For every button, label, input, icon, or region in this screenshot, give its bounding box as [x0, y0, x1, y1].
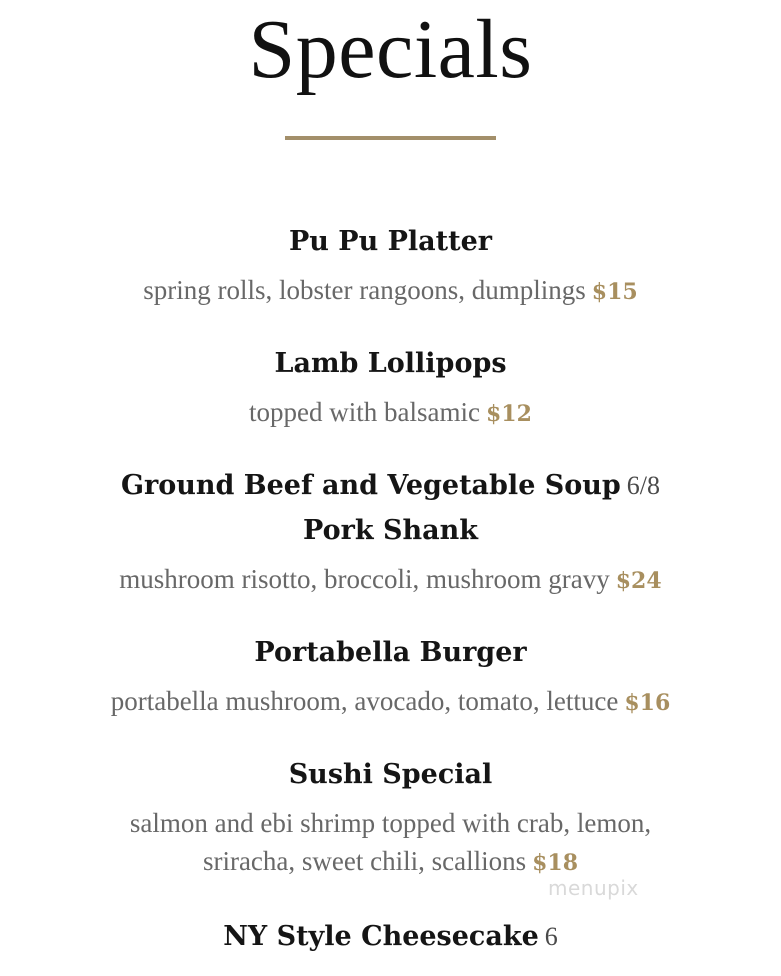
menu-item-ground-beef-soup — [0, 469, 781, 503]
menu-item-name-pu-pu-platter: Pu Pu Platter — [288, 226, 493, 257]
menu-item-description-portabella-burger — [0, 683, 781, 721]
title-divider — [285, 136, 496, 140]
menu-item-ny-style-cheesecake — [0, 920, 781, 954]
menu-item-description-lamb-lollipops — [0, 394, 781, 432]
menu-item-name: Ground Beef and Vegetable Soup — [120, 470, 621, 501]
watermark-logo: menupix — [548, 876, 639, 900]
description-text: topped with balsamic — [249, 397, 480, 427]
menu-item-name-portabella-burger: Portabella Burger — [254, 637, 527, 668]
price-label: $18 — [532, 850, 579, 876]
description-text: spring rolls, lobster rangoons, dumplings — [143, 275, 586, 305]
description-text: portabella mushroom, avocado, tomato, lettuce — [110, 686, 619, 716]
menu-item-name-lamb-lollipops: Lamb Lollipops — [274, 348, 507, 379]
description-text: sriracha, sweet chili, scallions — [202, 846, 527, 876]
menu-item-description-pu-pu-platter — [0, 272, 781, 310]
description-text: mushroom risotto, broccoli, mushroom gravy — [119, 564, 610, 594]
menu-item-name-pork-shank: Pork Shank — [303, 515, 478, 546]
page-title: Specials — [248, 3, 533, 96]
menu-item-name: NY Style Cheesecake — [223, 921, 539, 952]
price-label: $12 — [486, 401, 532, 427]
description-text: salmon and ebi shrimp topped with crab, lemon, — [129, 808, 652, 838]
menu-item-description-sushi-special-line1 — [0, 805, 781, 841]
price-label: $15 — [591, 279, 638, 305]
menu-item-description-pork-shank — [0, 561, 781, 599]
price-label: 6 — [544, 922, 558, 951]
menu-item-description-sushi-special-line2 — [0, 843, 781, 881]
price-label: $24 — [615, 568, 662, 594]
price-label: $16 — [624, 690, 671, 716]
price-label: 6/8 — [626, 471, 661, 500]
menu-item-name-sushi-special: Sushi Special — [288, 759, 493, 790]
